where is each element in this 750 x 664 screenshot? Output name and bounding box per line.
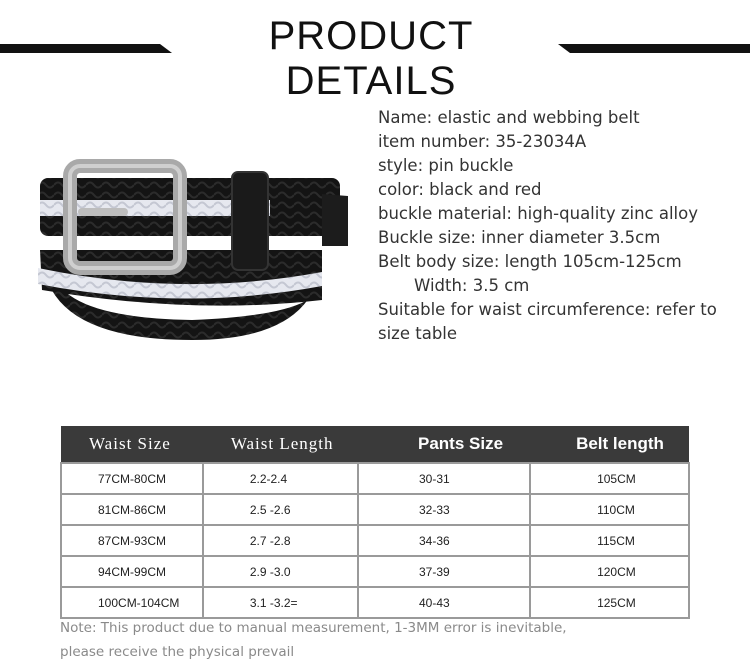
column-header-pants-size: Pants Size: [358, 426, 530, 463]
note-line-2: please receive the physical prevail: [60, 644, 295, 660]
header-bar-left: [0, 44, 160, 53]
detail-name: Name: elastic and webbing belt: [378, 108, 640, 127]
detail-width: Width: 3.5 cm: [414, 276, 530, 295]
table-cell: 81CM-86CM: [61, 494, 203, 525]
table-row: [61, 587, 689, 618]
table-cell: 3.1 -3.2=: [203, 587, 358, 618]
table-cell: 30-31: [358, 463, 530, 494]
table-cell: 2.5 -2.6: [203, 494, 358, 525]
measurement-note: [60, 616, 567, 664]
table-row: [61, 525, 689, 556]
table-cell: 77CM-80CM: [61, 463, 203, 494]
table-row: [61, 463, 689, 494]
belt-product-image: [22, 150, 362, 350]
table-row: [61, 556, 689, 587]
product-details: [378, 106, 750, 346]
table-cell: 105CM: [530, 463, 689, 494]
table-cell: 37-39: [358, 556, 530, 587]
detail-suitable-cont: size table: [378, 324, 458, 343]
page-title: PRODUCT DETAILS: [268, 14, 474, 103]
table-cell: 94CM-99CM: [61, 556, 203, 587]
detail-belt-body-size: Belt body size: length 105cm-125cm: [378, 252, 682, 271]
table-cell: 110CM: [530, 494, 689, 525]
table-cell: 115CM: [530, 525, 689, 556]
note-line-1: Note: This product due to manual measurement, 1-3MM error is inevitable,: [60, 620, 567, 636]
table-cell: 87CM-93CM: [61, 525, 203, 556]
detail-color: color: black and red: [378, 180, 542, 199]
column-header-waist-length: Waist Length: [203, 426, 358, 463]
table-cell: 120CM: [530, 556, 689, 587]
detail-style: style: pin buckle: [378, 156, 514, 175]
header-bar-right: [570, 44, 750, 53]
table-row: [61, 494, 689, 525]
table-cell: 2.2-2.4: [203, 463, 358, 494]
detail-buckle-material: buckle material: high-quality zinc alloy: [378, 204, 698, 223]
table-cell: 125CM: [530, 587, 689, 618]
detail-buckle-size: Buckle size: inner diameter 3.5cm: [378, 228, 661, 247]
table-cell: 2.7 -2.8: [203, 525, 358, 556]
column-header-belt-length: Belt length: [530, 426, 689, 463]
size-table-header: [61, 426, 689, 463]
column-header-waist-size: Waist Size: [61, 426, 203, 463]
table-cell: 34-36: [358, 525, 530, 556]
table-cell: 2.9 -3.0: [203, 556, 358, 587]
table-cell: 40-43: [358, 587, 530, 618]
table-cell: 32-33: [358, 494, 530, 525]
detail-suitable: Suitable for waist circumference: refer to: [378, 300, 717, 319]
size-table: [60, 426, 690, 619]
table-cell: 100CM-104CM: [61, 587, 203, 618]
detail-item-number: item number: 35-23034A: [378, 132, 587, 151]
